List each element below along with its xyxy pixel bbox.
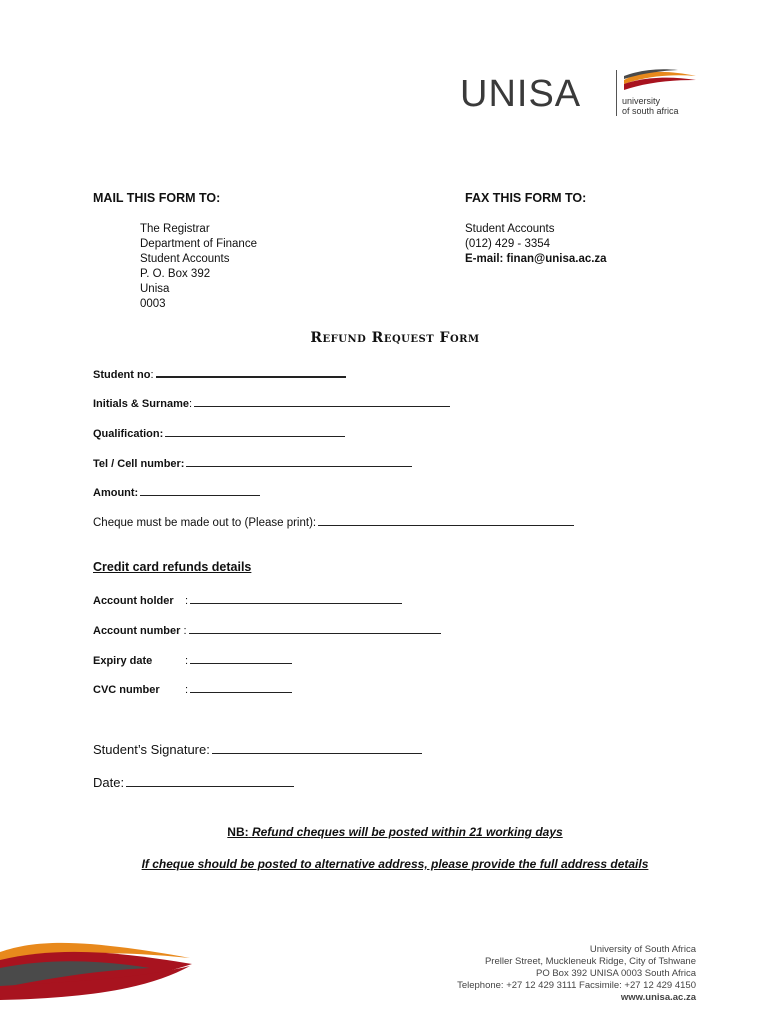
- nb-note: [0, 825, 770, 839]
- colon-separator: :: [183, 625, 187, 637]
- qualification-line[interactable]: [165, 425, 345, 437]
- fax-number: (012) 429 - 3354: [465, 238, 551, 250]
- tel-cell-label: Tel / Cell number:: [93, 458, 185, 470]
- initials-surname-line[interactable]: [194, 395, 450, 407]
- fax-to-heading: FAX THIS FORM TO:: [465, 191, 587, 205]
- cheque-payee-line[interactable]: [318, 514, 574, 526]
- account-number-line[interactable]: [189, 622, 441, 634]
- credit-card-heading: Credit card refunds details: [93, 560, 252, 574]
- mail-to-line: Unisa: [140, 283, 170, 295]
- alt-address-text: If cheque should be posted to alternative address, please provide the full address details: [141, 857, 649, 871]
- unisa-logo: [460, 66, 700, 120]
- cheque-payee-label: Cheque must be made out to (Please print):: [93, 517, 317, 529]
- tel-cell-field[interactable]: [93, 455, 412, 470]
- signature-field[interactable]: [93, 742, 422, 757]
- initials-surname-label: Initials & Surname: [93, 398, 189, 410]
- logo-divider: [616, 70, 617, 116]
- date-field[interactable]: [93, 775, 294, 790]
- student-no-label: Student no: [93, 369, 151, 381]
- colon-separator: :: [185, 595, 189, 607]
- amount-line[interactable]: [140, 484, 260, 496]
- footer-swoosh-icon: [0, 938, 200, 1000]
- mail-to-line: Student Accounts: [140, 253, 230, 265]
- signature-label: Student’s Signature:: [93, 742, 210, 757]
- account-number-field[interactable]: [93, 622, 441, 637]
- logo-wordmark: UNISA: [460, 73, 582, 115]
- footer-line: Telephone: +27 12 429 3111 Facsimile: +27 12 429 4150: [457, 980, 696, 991]
- cheque-payee-field[interactable]: [93, 514, 574, 529]
- signature-line[interactable]: [212, 742, 422, 754]
- initials-surname-field[interactable]: Initials & Surname:: [93, 395, 450, 410]
- expiry-date-label: Expiry date: [93, 655, 153, 667]
- nb-text: Refund cheques will be posted within 21 working days: [251, 825, 563, 839]
- mail-to-address: [140, 222, 257, 312]
- student-no-field[interactable]: Student no:: [93, 365, 346, 381]
- date-line[interactable]: [126, 775, 294, 787]
- tel-cell-line[interactable]: [186, 455, 412, 467]
- expiry-date-line[interactable]: [190, 652, 292, 664]
- logo-tagline-line1: university: [622, 96, 661, 106]
- mail-to-line: The Registrar: [140, 223, 210, 235]
- account-number-label: Account number: [93, 625, 181, 637]
- logo-tagline: [622, 96, 679, 116]
- qualification-label: Qualification:: [93, 428, 164, 440]
- footer-line: University of South Africa: [589, 944, 696, 955]
- colon-separator: :: [185, 655, 189, 667]
- account-holder-field[interactable]: [93, 592, 402, 607]
- cvc-number-label: CVC number: [93, 684, 160, 696]
- expiry-date-field[interactable]: [93, 652, 292, 667]
- footer-line: PO Box 392 UNISA 0003 South Africa: [535, 968, 696, 979]
- student-no-line[interactable]: [156, 365, 346, 378]
- account-holder-line[interactable]: [190, 592, 402, 604]
- logo-swoosh-icon: [622, 68, 698, 94]
- amount-field[interactable]: [93, 484, 260, 499]
- fax-to-line: Student Accounts: [465, 223, 555, 235]
- qualification-field[interactable]: [93, 425, 345, 440]
- fax-to-details: [465, 222, 607, 267]
- footer-website: www.unisa.ac.za: [620, 992, 696, 1003]
- mail-to-line: Department of Finance: [140, 238, 257, 250]
- mail-to-heading: MAIL THIS FORM TO:: [93, 191, 221, 205]
- cvc-number-line[interactable]: [190, 681, 292, 693]
- cvc-number-field[interactable]: [93, 681, 292, 696]
- footer-address: [420, 944, 696, 1004]
- form-title: Refund Request Form: [310, 330, 480, 346]
- account-holder-label: Account holder: [93, 595, 174, 607]
- footer-line: Preller Street, Muckleneuk Ridge, City of Tshwane: [484, 956, 696, 967]
- date-label: Date:: [93, 775, 125, 790]
- logo-tagline-line2: of south africa: [622, 106, 679, 116]
- fax-email: E-mail: finan@unisa.ac.za: [465, 253, 607, 265]
- nb-prefix: NB:: [227, 825, 249, 839]
- mail-to-line: P. O. Box 392: [140, 268, 211, 280]
- alt-address-note: [0, 857, 770, 871]
- mail-to-line: 0003: [140, 298, 166, 310]
- amount-label: Amount:: [93, 487, 139, 499]
- colon-separator: :: [185, 684, 189, 696]
